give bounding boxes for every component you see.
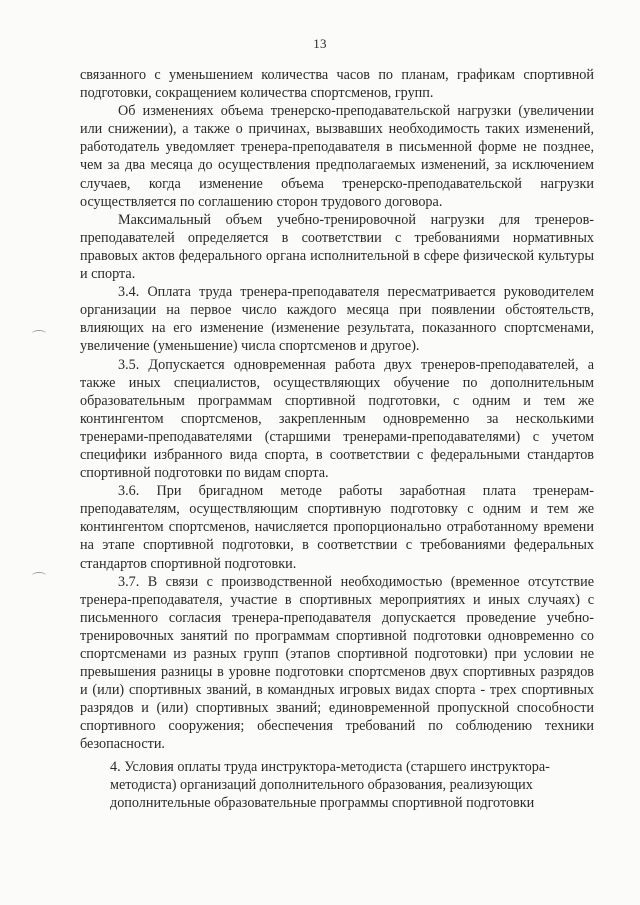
section-number: 4.	[110, 759, 125, 775]
margin-mark	[32, 330, 46, 337]
paragraph-3-4: 3.4. Оплата труда тренера-преподавателя пересматривается руководителем организации на первое число каждого месяца при появлении обстоятельств, влияющих на его изменение (изменение результата, показанного спортсменами, увеличение (уменьшение) числа спортсменов и другое).	[80, 284, 594, 355]
section-title: Условия оплаты труда инструктора-методиста (старшего инструктора-методиста) организаций дополнительного образования, реализующих дополнительные образовательные программы спортивной подготовки	[110, 759, 550, 812]
page-number: 13	[313, 36, 327, 51]
paragraph-3-6: 3.6. При бригадном методе работы заработная плата тренерам-преподавателям, осуществляющим спортивную подготовку с одним и тем же контингентом спортсменов, начисляется пропорционально отработанному времени на этапе спортивной подготовки, в соответствии с требованиями федеральных стандартов спортивной подготовки.	[80, 483, 594, 572]
paragraph-load-change-notice: Об изменениях объема тренерско-преподавательской нагрузки (увеличении или снижении), а также о причинах, вызвавших необходимость таких изменений, работодатель уведомляет тренера-преподавателя в письменной форме не позднее, чем за два месяца до осуществления предполагаемых изменений, за исключением случаев, когда изменение объема тренерско-преподавательской нагрузки осуществляется по соглашению сторон трудового договора.	[80, 103, 594, 210]
margin-mark	[32, 572, 46, 579]
section-heading-4	[110, 758, 590, 812]
paragraph-3-7: 3.7. В связи с производственной необходимостью (временное отсутствие тренера-преподавателя, участие в спортивных мероприятиях и иных случаях) с письменного согласия тренера-преподавателя допускается проведение учебно-тренировочных занятий по программам спортивной подготовки одновременно со спортсменами из разных групп (этапов спортивной подготовки) при условии не превышения разницы в уровне подготовки спортсменов двух спортивных разрядов и (или) спортивных званий, в командных игровых видах спорта - трех спортивных разрядов и (или) спортивных званий; единовременной пропускной способности спортивного сооружения; обеспечения требований по соблюдению техники безопасности.	[80, 573, 594, 753]
paragraph-max-load: Максимальный объем учебно-тренировочной нагрузки для тренеров-преподавателей определяется в соответствии с требованиями нормативных правовых актов федерального органа исполнительной в сфере физической культуры и спорта.	[80, 211, 594, 283]
paragraph-3-5: 3.5. Допускается одновременная работа двух тренеров-преподавателей, а также иных специалистов, осуществляющих обучение по дополнительным образовательным программам спортивной подготовки, с одним и тем же контингентом спортсменов, закрепленным одновременно за несколькими тренерами-преподавателями (старшими тренерами-преподавателями) с учетом специфики избранного вида спорта, в соответствии с федеральными стандартов спортивной подготовки по видам спорта.	[80, 356, 594, 482]
paragraph-continuation: связанного с уменьшением количества часов по планам, графикам спортивной подготовки, сокращением количества спортсменов, групп.	[80, 67, 594, 102]
document-body	[80, 66, 594, 754]
